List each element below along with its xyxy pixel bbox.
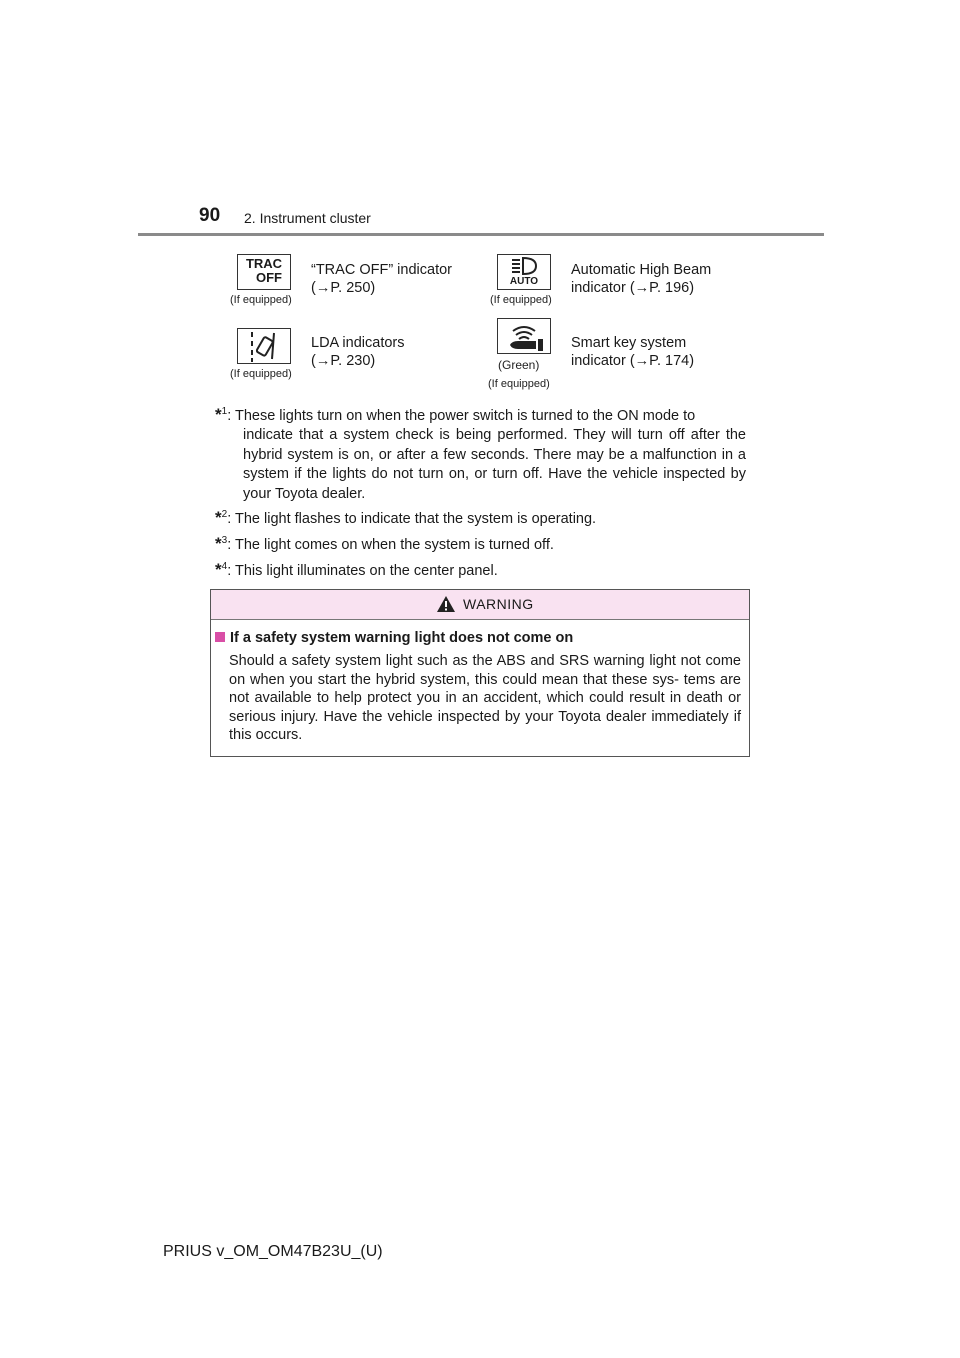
- trac-off-icon-text-2: OFF: [256, 270, 282, 285]
- warning-box: [210, 589, 750, 757]
- trac-off-label: “TRAC OFF” indicator: [311, 262, 452, 278]
- footnote-mark: *: [215, 507, 222, 527]
- footnote-4: [215, 557, 746, 581]
- trac-off-caption: (If equipped): [230, 294, 292, 306]
- footnote-number: 1: [221, 406, 228, 417]
- footnote-text: : These lights turn on when the power switch is turned to the ON mode to: [227, 407, 696, 424]
- footnote-continuation: indicate that a system check is being performed. They will turn off after the hybrid system is on, or after a few seconds. There may be a malfunction in a system if the lights do not turn on, or turn off. Have the vehicle inspected by your Toyota dealer.: [243, 427, 746, 502]
- footnote-number: 3: [221, 535, 228, 546]
- lda-page-ref[interactable]: (→P. 230): [311, 353, 376, 369]
- footnote-number: 2: [221, 509, 228, 520]
- page-number: 90: [199, 205, 221, 226]
- footnote-mark: *: [215, 404, 222, 424]
- warning-heading: [215, 630, 573, 646]
- warning-heading-text: If a safety system warning light does not come on: [230, 630, 574, 646]
- warning-body: Should a safety system light such as the ABS and SRS warning light not come on when you start the hybrid system, this could mean that these sys- tems are not available to help protect you in an accident, which could result in death or serious injury. Have the vehicle inspected by your Toyota dealer immediately if this occurs.: [229, 653, 741, 743]
- key-waves-icon: [498, 319, 550, 353]
- footnote-number: 4: [221, 561, 228, 572]
- footnote-text: : The light flashes to indicate that the system is operating.: [227, 510, 597, 527]
- footnote-2: [215, 505, 746, 529]
- lane-departure-icon: [238, 329, 290, 363]
- warning-header: [211, 590, 749, 620]
- auto-high-beam-icon: [497, 254, 551, 290]
- lda-caption: (If equipped): [230, 368, 292, 380]
- footnote-text: : The light comes on when the system is turned off.: [227, 536, 554, 553]
- header-divider: [138, 233, 824, 236]
- footnote-1: [215, 402, 746, 504]
- document-id: PRIUS v_OM_OM47B23U_(U): [163, 1243, 383, 1260]
- auto-high-beam-caption: (If equipped): [490, 294, 552, 306]
- auto-high-beam-label: Automatic High Beam: [571, 262, 712, 278]
- section-title: 2. Instrument cluster: [244, 210, 371, 226]
- lda-icon: [237, 328, 291, 364]
- trac-off-page-ref[interactable]: (→P. 250): [311, 280, 376, 296]
- smart-key-icon: [497, 318, 551, 354]
- warning-title: WARNING: [463, 596, 534, 612]
- warning-triangle-icon: [436, 595, 456, 613]
- trac-off-icon-text: TRAC: [245, 256, 283, 271]
- smart-key-label: Smart key system: [571, 335, 687, 351]
- page-header: [0, 0, 960, 240]
- smart-key-caption: (If equipped): [488, 378, 550, 390]
- auto-high-beam-page-ref[interactable]: indicator (→P. 196): [571, 280, 695, 296]
- smart-key-page-ref[interactable]: indicator (→P. 174): [571, 353, 695, 369]
- trac-off-icon: [237, 254, 291, 290]
- bullet-square-icon: [215, 632, 225, 642]
- footnote-mark: *: [215, 533, 222, 553]
- auto-icon-text: AUTO: [509, 276, 539, 287]
- footnote-mark: *: [215, 559, 222, 579]
- footnote-3: [215, 531, 746, 555]
- footnote-text: : This light illuminates on the center panel.: [227, 562, 498, 579]
- smart-key-color-caption: (Green): [498, 358, 540, 372]
- lda-label: LDA indicators: [311, 335, 405, 351]
